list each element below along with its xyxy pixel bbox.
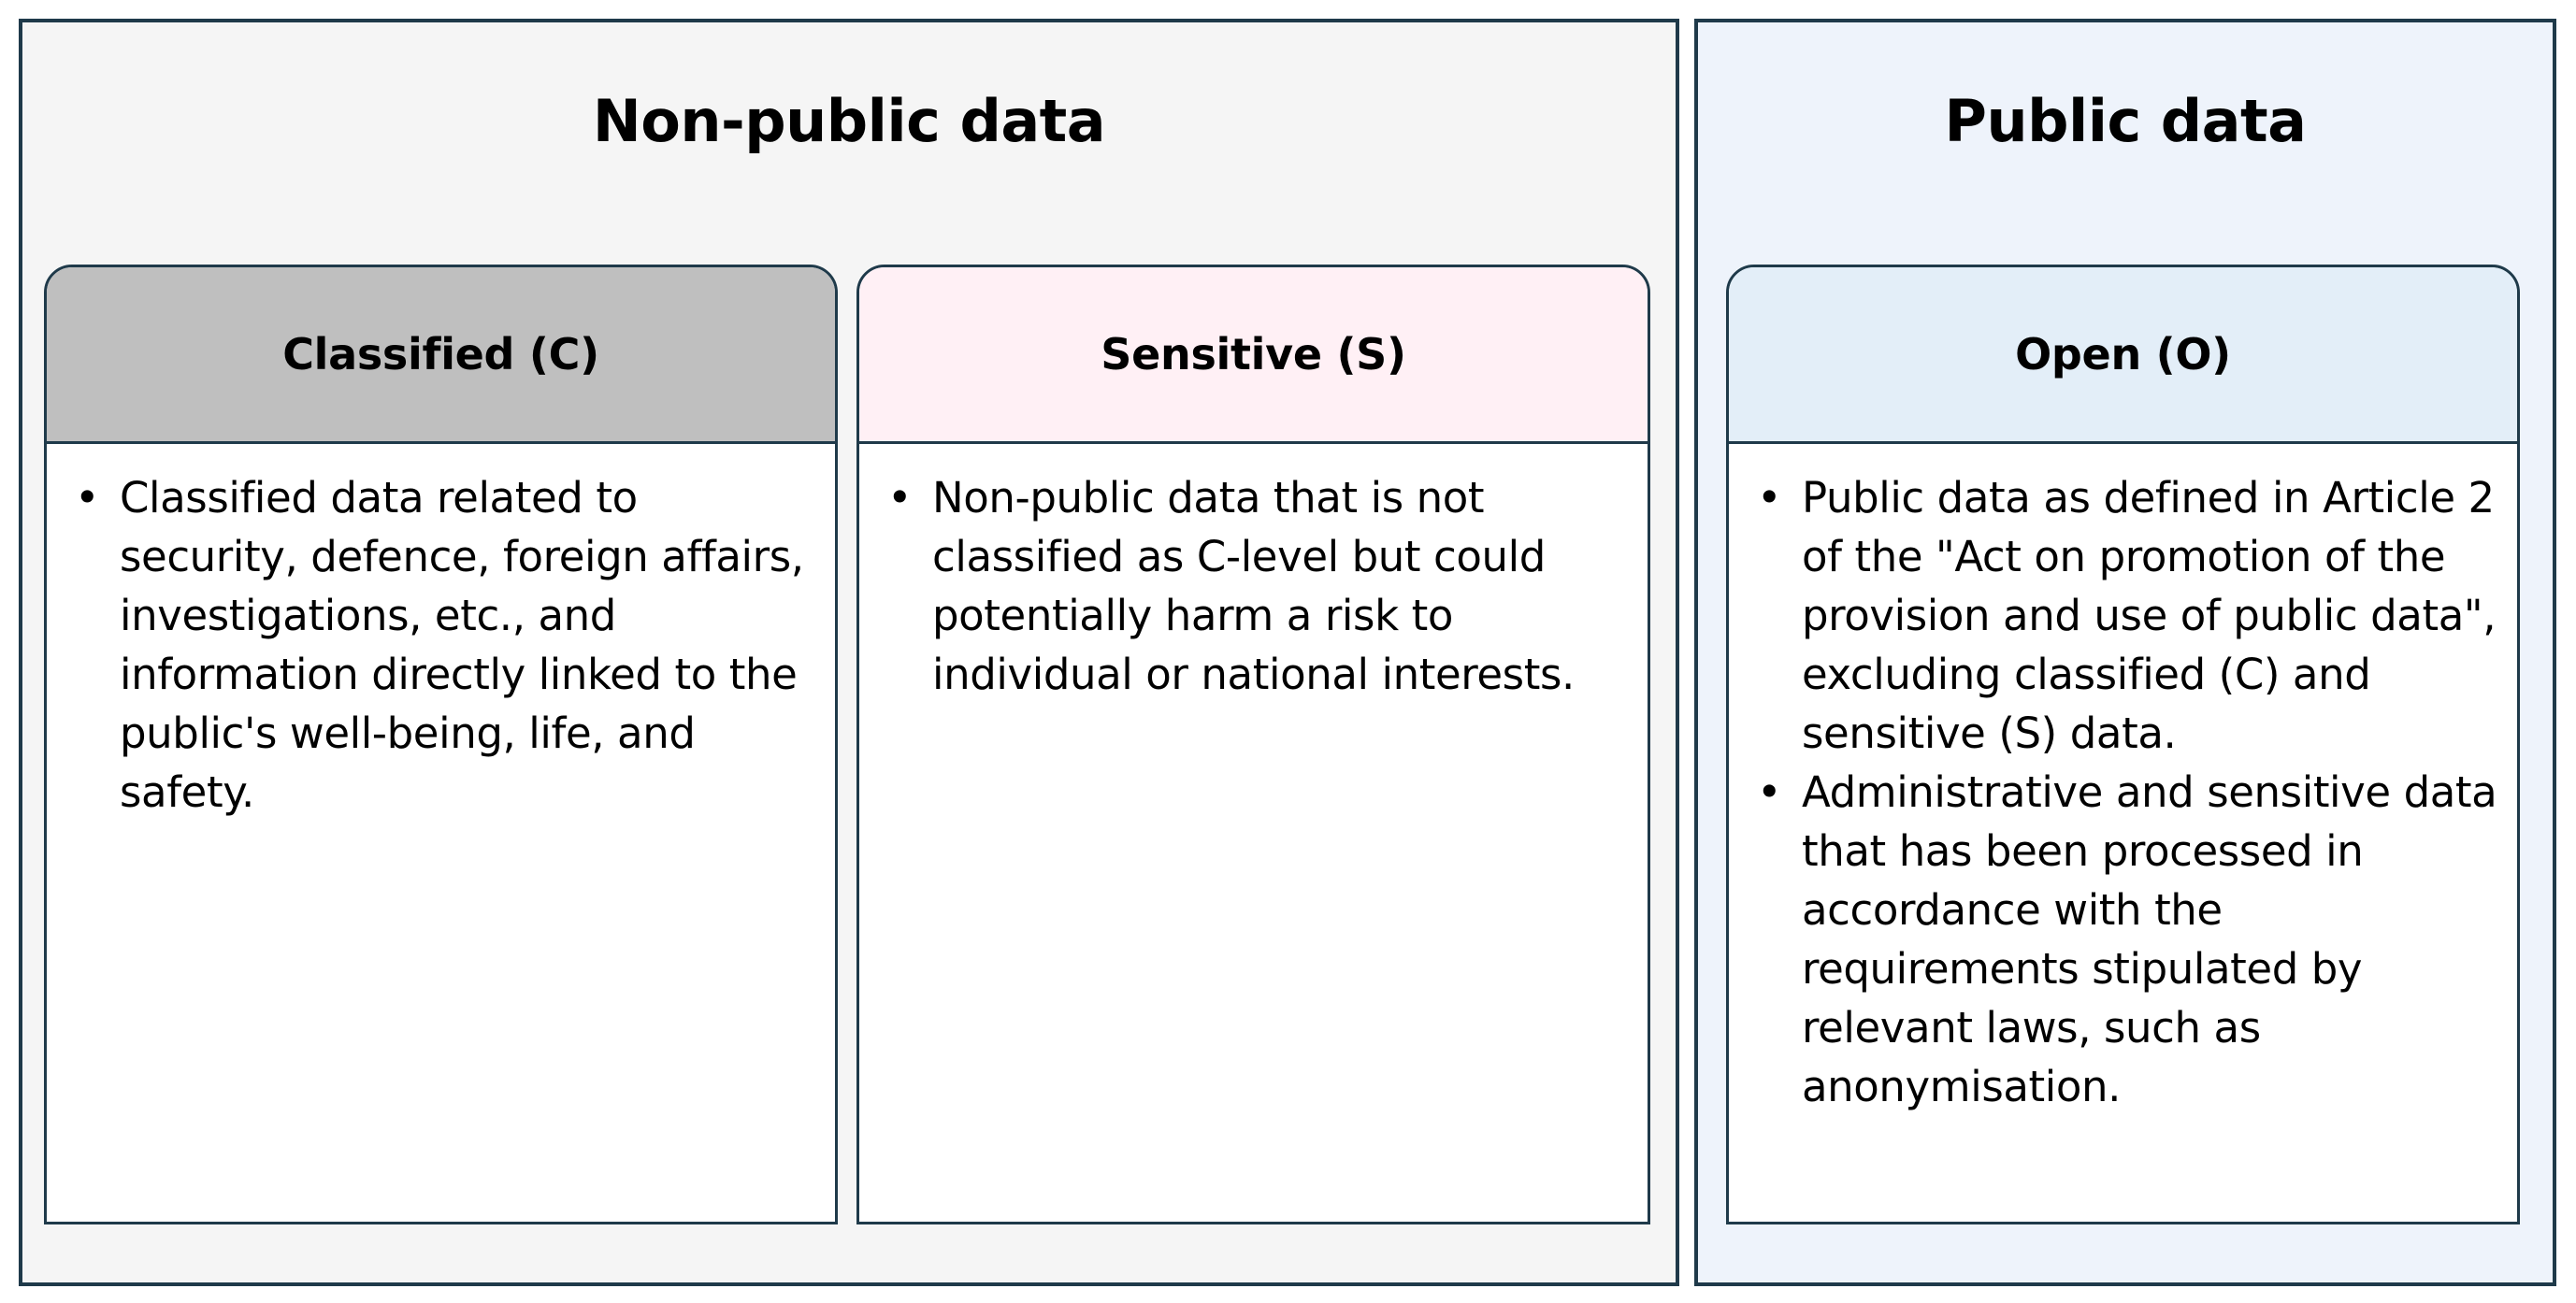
classified-card xyxy=(44,265,838,1224)
classified-card-title: Classified (C) xyxy=(282,329,599,379)
bullet-icon: • xyxy=(887,473,913,523)
open-bullet-list xyxy=(1729,468,2504,1116)
bullet-icon: • xyxy=(1757,473,1782,523)
open-card xyxy=(1726,265,2520,1224)
list-item xyxy=(1729,468,2504,763)
open-card-body xyxy=(1729,444,2517,1222)
public-data-title: Public data xyxy=(1944,87,2307,155)
sensitive-card xyxy=(856,265,1650,1224)
list-item-text: Non-public data that is not classified as C-level but could potentially harm a risk to individual or national interests. xyxy=(932,473,1575,699)
classified-card-header xyxy=(47,267,835,444)
list-item xyxy=(859,468,1634,704)
list-item-text: Classified data related to security, defence, foreign affairs, investigations, etc., and information directly linked to the public's well-being, life, and safety. xyxy=(120,473,804,817)
open-card-header xyxy=(1729,267,2517,444)
list-item xyxy=(1729,763,2504,1116)
nonpublic-data-title: Non-public data xyxy=(592,87,1106,155)
list-item-text: Administrative and sensitive data that has been processed in accordance with the requirements stipulated by relevant laws, such as anonymisation. xyxy=(1802,767,2497,1111)
bullet-icon: • xyxy=(75,473,100,523)
bullet-icon: • xyxy=(1757,767,1782,817)
open-card-title: Open (O) xyxy=(2015,329,2231,379)
list-item-text: Public data as defined in Article 2 of the "Act on promotion of the provision and use of public data", excluding classified (C) and sensitive (S) data. xyxy=(1802,473,2497,758)
classified-bullet-list xyxy=(47,468,822,822)
list-item xyxy=(47,468,822,822)
sensitive-bullet-list xyxy=(859,468,1634,704)
classified-card-body xyxy=(47,444,835,1222)
sensitive-card-header xyxy=(859,267,1648,444)
sensitive-card-title: Sensitive (S) xyxy=(1101,329,1406,379)
sensitive-card-body xyxy=(859,444,1648,1222)
